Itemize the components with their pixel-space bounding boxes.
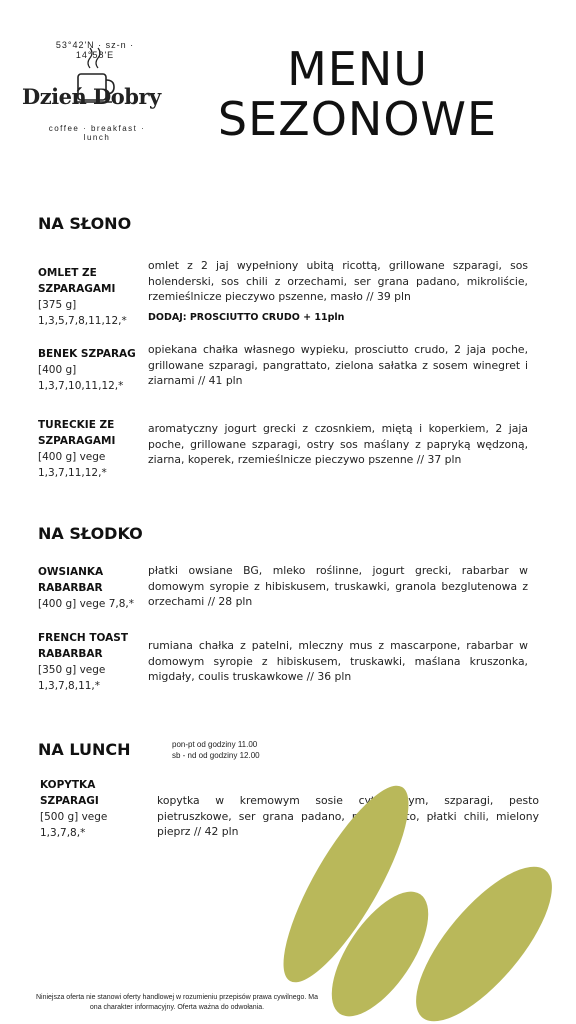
dish-description: kopytka w kremowym sosie cytrynowym, szparagi, pesto pietruszkowe, ser grana padano, pangrattato, płatki chili, mielony pieprz // 42 pln — [157, 794, 539, 838]
legal-disclaimer: Niniejsza oferta nie stanowi oferty handlowej w rozumieniu przepisów prawa cywilnego. Ma ona charakter informacyjny. Oferta ważna do odwołania. — [35, 994, 319, 1011]
section-heading-lunch: NA LUNCH — [38, 740, 131, 759]
dish-weight: [375 g] — [38, 299, 77, 311]
logo-name: Dzień Dobry — [22, 84, 161, 109]
page-title-line2: SEZONOWE — [217, 92, 498, 146]
dish-weight: [400 g] — [38, 364, 77, 376]
section-heading-sweet: NA SŁODKO — [38, 524, 143, 543]
dish-weight: [400 g] vege — [38, 451, 106, 463]
dish-name: FRENCH TOAST RABARBAR — [38, 632, 129, 660]
dish-weight-allergens: [400 g] vege 7,8,* — [38, 598, 134, 610]
dish-addon: DODAJ: PROSCIUTTO CRUDO + 11pln — [148, 312, 345, 323]
page-title-line1: MENU — [287, 42, 428, 96]
dish-description: opiekana chałka własnego wypieku, prosciutto crudo, 2 jaja poche, grillowane szparagi, pangrattato, zielona sałatka z sosem winegret i ziarnami // 41 pln — [148, 343, 528, 387]
dish-description: aromatyczny jogurt grecki z czosnkiem, miętą i koperkiem, 2 jaja poche, grillowane szparagi, ostry sos maślany z papryką wędzoną, ziarna, koperek, rzemieślnicze pieczywo pszenne // 37 pln — [148, 422, 528, 466]
dish-weight: [500 g] vege — [40, 811, 108, 823]
dish-description: rumiana chałka z patelni, mleczny mus z mascarpone, rabarbar w domowym syropie z hibiskusem, truskawki, maślana kruszonka, migdały, coulis truskawkowe // 36 pln — [148, 639, 528, 683]
dish-name: OMLET ZE SZPARAGAMI — [38, 267, 116, 295]
dish-description: płatki owsiane BG, mleko roślinne, jogurt grecki, rabarbar w domowym syropie z hibiskusem, truskawki, granola bezglutenowa z orzechami // 28 pln — [148, 564, 528, 608]
dish-name: BENEK SZPARAG — [38, 348, 136, 360]
lunch-hours-weekend: sb - nd od godziny 12.00 — [172, 751, 260, 760]
section-heading-salty: NA SŁONO — [38, 214, 132, 233]
decorative-blobs — [270, 770, 576, 1024]
dish-name: KOPYTKA SZPARAGI — [40, 779, 99, 807]
logo-coordinates: 53°42'N · sz-n · 14°58'E — [55, 40, 135, 60]
lunch-hours-weekday: pon-pt od godziny 11.00 — [172, 740, 258, 749]
dish-name: OWSIANKA RABARBAR — [38, 566, 104, 594]
dish-weight: [350 g] vege — [38, 664, 106, 676]
logo-tagline: coffee · breakfast · lunch — [48, 124, 146, 142]
dish-allergens: 1,3,7,11,12,* — [38, 467, 107, 479]
dish-allergens: 1,3,7,8,11,* — [38, 680, 101, 692]
dish-allergens: 1,3,5,7,8,11,12,* — [38, 315, 127, 327]
dish-description: omlet z 2 jaj wypełniony ubitą ricottą, grillowane szparagi, sos holenderski, sos chili z orzechami, ser grana padano, mikroliście, rzemieślnicze pieczywo pszenne, masło // 39 pln — [148, 259, 528, 303]
dish-allergens: 1,3,7,10,11,12,* — [38, 380, 124, 392]
dish-name: TURECKIE ZE SZPARAGAMI — [38, 419, 116, 447]
dish-allergens: 1,3,7,8,* — [40, 827, 86, 839]
